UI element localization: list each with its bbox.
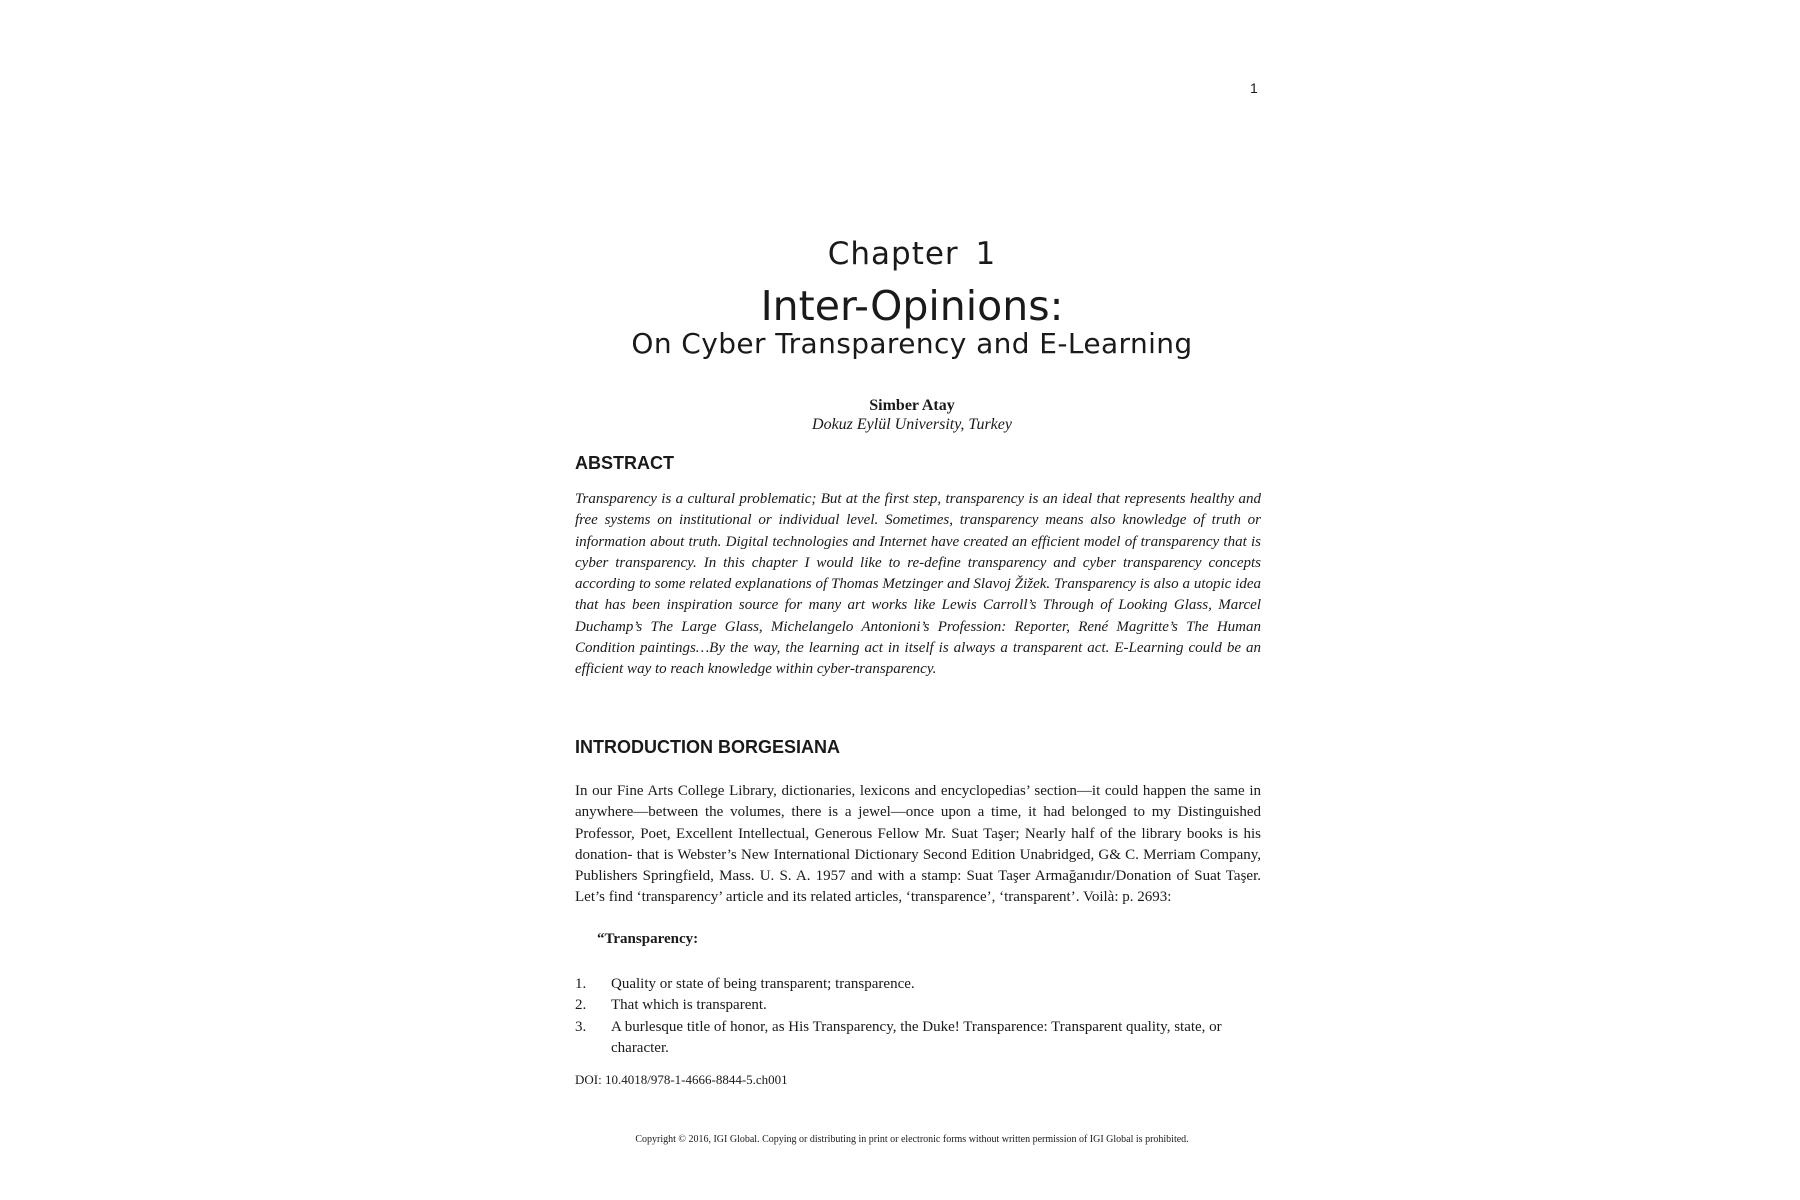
definition-item <box>575 974 1261 995</box>
definition-item <box>575 995 1261 1016</box>
author-name: Simber Atay <box>869 397 955 414</box>
abstract-heading: ABSTRACT <box>575 453 674 473</box>
introduction-body: In our Fine Arts College Library, dictionaries, lexicons and encyclopedias’ section—it could happen the same in anywhere—between the volumes, there is a jewel—once upon a time, it had belonged to my Distinguished Professor, Poet, Excellent Intellectual, Generous Fellow Mr. Suat Taşer; Nearly half of the library books is his donation- that is Webster’s New International Dictionary Second Edition Unabridged, G& C. Merriam Company, Publishers Springfield, Mass. U. S. A. 1957 and with a stamp: Suat Taşer Armağanıdır/Donation of Suat Taşer. Let’s find ‘transparency’ article and its related articles, ‘transparence’, ‘transparent’. Voilà: p. 2693: <box>575 783 1261 906</box>
chapter-subtitle: On Cyber Transparency and E-Learning <box>631 327 1193 360</box>
definition-text: A burlesque title of honor, as His Transparency, the Duke! Transparence: Transparent quality, state, or character. <box>611 1018 1222 1056</box>
chapter-label: Chapter 1 <box>827 236 997 272</box>
definition-term: “Transparency: <box>597 931 699 947</box>
definition-number: 3. <box>575 1018 587 1035</box>
definition-item <box>575 1017 1261 1060</box>
copyright-notice: Copyright © 2016, IGI Global. Copying or distributing in print or electronic forms without written permission of IGI Global is prohibited. <box>635 1134 1189 1145</box>
definition-list <box>575 974 1261 1059</box>
definition-text: Quality or state of being transparent; transparence. <box>611 976 915 992</box>
definition-text: That which is transparent. <box>611 997 767 1014</box>
introduction-heading: INTRODUCTION BORGESIANA <box>575 737 840 757</box>
doi: DOI: 10.4018/978-1-4666-8844-5.ch001 <box>575 1072 788 1087</box>
author-affiliation: Dokuz Eylül University, Turkey <box>812 416 1012 433</box>
abstract-body: Transparency is a cultural problematic; But at the first step, transparency is an ideal that represents healthy and free systems on institutional or individual level. Sometimes, transparency means also knowledge of truth or information about truth. Digital technologies and Internet have created an efficient model of transparency that is cyber transparency. In this chapter I would like to re-define transparency and cyber transparency concepts according to some related explanations of Thomas Metzinger and Slavoj Žižek. Transparency is also a utopic idea that has been inspiration source for many art works like Lewis Carroll’s Through of Looking Glass, Marcel Duchamp’s The Large Glass, Michelangelo Antonioni’s Profession: Reporter, René Magritte’s The Human Condition paintings…By the way, the learning act in itself is always a transparent act. E-Learning could be an efficient way to reach knowledge within cyber-transparency. <box>575 491 1261 678</box>
chapter-title: Inter-Opinions: <box>760 282 1064 330</box>
definition-number: 2. <box>575 997 587 1014</box>
page-number: 1 <box>1250 80 1258 96</box>
definition-number: 1. <box>575 976 587 992</box>
